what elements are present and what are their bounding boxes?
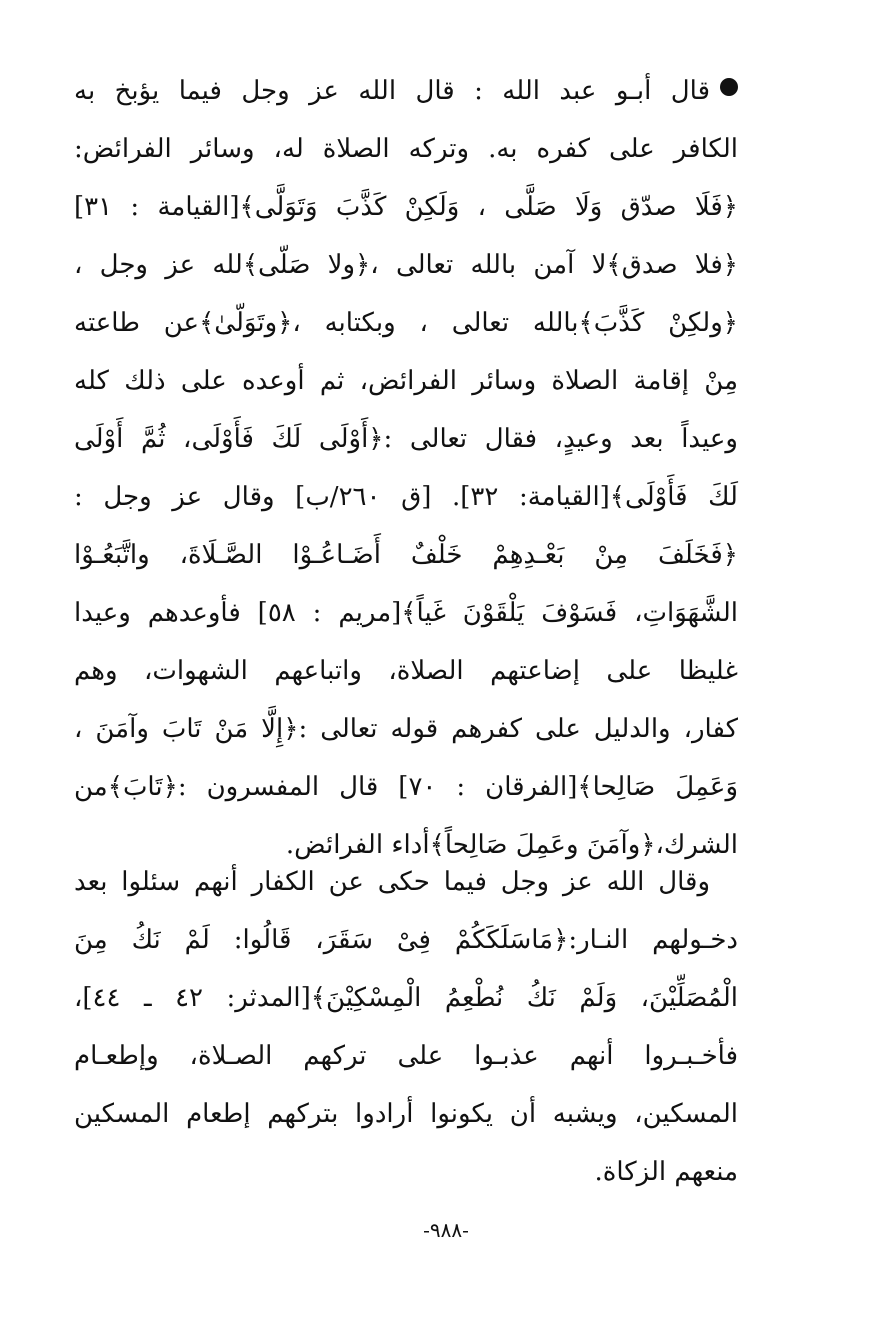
text-line [74,62,738,120]
line-text: فأخـبـروا أنهم عذبـوا على تركهم الصـلاة، وإطعـام [74,1041,738,1071]
text-line [74,294,738,352]
text-line [74,1027,738,1085]
page-number: -٩٨٨- [423,1218,469,1242]
line-text: وَعَمِلَ صَالِحا﴾[الفرقان : ٧٠] قال المفسرون :﴿تَابَ﴾من [74,772,738,802]
text-line [74,911,738,969]
paragraph-1 [74,62,738,874]
line-text: ﴿فَلَا صدّق وَلَا صَلَّى ، وَلَكِنْ كَذَّبَ وَتَوَلَّى﴾[القيامة : ٣١] [74,192,738,222]
line-text: وقال الله عز وجل فيما حكى عن الكفار أنهم سئلوا بعد [74,867,710,897]
text-line [74,853,738,911]
line-text: منعهم الزكاة. [594,1157,738,1187]
text-line [74,526,738,584]
line-text: كفار، والدليل على كفرهم قوله تعالى :﴿إِلَّا مَنْ تَابَ وآمَنَ ، [74,714,738,744]
line-text: المسكين، ويشبه أن يكونوا أرادوا بتركهم إطعام المسكين [74,1099,738,1129]
line-text: قال أبـو عبد الله : قال الله عز وجل فيما يؤبخ به [74,76,710,106]
text-line [74,410,738,468]
line-text: ﴿ولكِنْ كَذَّبَ﴾بالله تعالى ، وبكتابه ،﴿وتَوَلّىٰ﴾عن طاعته [74,308,738,338]
line-text: ﴿فَخَلَفَ مِنْ بَعْـدِهِمْ خَلْفٌ أَضَـاعُـوْا الصَّـلَاةَ، واتَّبَعُـوْا [74,540,738,570]
line-text: مِنْ إقامة الصلاة وسائر الفرائض، ثم أوعده على ذلك كله [74,366,738,396]
text-line [74,969,738,1027]
text-line [74,1143,738,1201]
text-line [74,120,738,178]
line-text: الكافر على كفره به. وتركه الصلاة له، وسائر الفرائض: [74,134,738,164]
text-line [74,236,738,294]
text-line [74,700,738,758]
line-text: الشَّهَوَاتِ، فَسَوْفَ يَلْقَوْنَ غَياً﴾[مريم : ٥٨] فأوعدهم وعيدا [74,598,738,628]
text-line [74,584,738,642]
line-text: الْمُصَلِّيْنَ، وَلَمْ نَكُ نُطْعِمُ الْمِسْكِيْنَ﴾[المدثر: ٤٢ ـ ٤٤]، [74,983,738,1013]
line-text: وعيداً بعد وعيدٍ، فقال تعالى :﴿أَوْلَى لَكَ فَأَوْلَى، ثُمَّ أَوْلَى [74,424,738,454]
text-line [74,178,738,236]
text-line [74,352,738,410]
text-line [74,758,738,816]
line-text: الشرك،﴿وآمَنَ وعَمِلَ صَالِحاً﴾أداء الفرائض. [285,830,738,860]
bullet-icon [720,78,738,96]
line-text: دخـولهم النـار:﴿مَاسَلَكَكُمْ فِىْ سَقَرَ، قَالُوا: لَمْ نَكُ مِنَ [74,925,738,955]
text-line [74,468,738,526]
text-line [74,1085,738,1143]
paragraph-2 [74,853,738,1201]
line-text: غليظا على إضاعتهم الصلاة، واتباعهم الشهوات، وهم [74,656,738,686]
line-text: لَكَ فَأَوْلَى﴾[القيامة: ٣٢]. [ق ٢٦٠/ب] وقال عز وجل : [74,482,738,512]
text-line [74,642,738,700]
line-text: ﴿فلا صدق﴾لا آمن بالله تعالى ،﴿ولا صَلّى﴾لله عز وجل ، [74,250,738,280]
